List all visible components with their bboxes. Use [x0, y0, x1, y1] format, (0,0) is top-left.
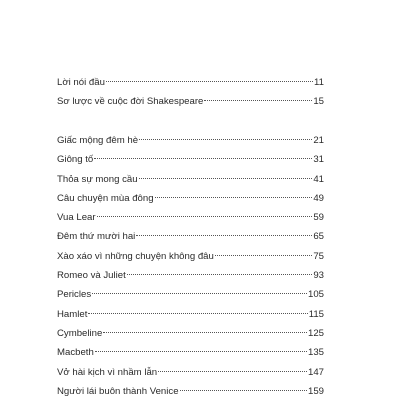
toc-entry[interactable]: [57, 247, 324, 266]
dot-leader: [106, 81, 313, 82]
toc-plays: [57, 131, 324, 400]
toc-entry[interactable]: [57, 324, 324, 343]
toc-entry-page: 75: [313, 250, 324, 262]
toc-entry-title: Sơ lược về cuộc đời Shakespeare: [57, 96, 204, 108]
toc-entry[interactable]: [57, 363, 324, 382]
dot-leader: [136, 235, 312, 236]
toc-entry[interactable]: [57, 170, 324, 189]
dot-leader: [180, 390, 307, 391]
toc-entry[interactable]: [57, 305, 324, 324]
toc-entry[interactable]: [57, 150, 324, 169]
toc-entry-page: 11: [314, 77, 324, 88]
toc-entry-title: Macbeth: [57, 347, 94, 359]
cropped-heading-fragment: [44, 0, 74, 4]
toc-entry-page: 15: [313, 96, 324, 108]
toc-entry-page: 105: [307, 289, 324, 301]
toc-entry-title: Lời nói đầu: [57, 77, 105, 88]
toc-entry[interactable]: [57, 382, 324, 400]
toc-entry[interactable]: [57, 73, 324, 92]
toc-entry-page: 21: [313, 135, 324, 146]
toc-entry-page: 41: [313, 173, 324, 185]
toc-entry-title: Vở hài kịch vì nhầm lẫn: [57, 366, 158, 378]
toc-entry[interactable]: [57, 189, 324, 208]
toc-entry[interactable]: [57, 266, 324, 285]
dot-leader: [103, 332, 307, 333]
dot-leader: [97, 216, 313, 217]
toc-entry[interactable]: [57, 131, 324, 150]
toc-entry-title: Cymbeline: [57, 327, 103, 339]
toc-entry-page: 49: [313, 192, 324, 204]
toc-entry-page: 135: [307, 347, 324, 359]
dot-leader: [139, 139, 312, 140]
toc-entry-title: Giấc mộng đêm hè: [57, 135, 139, 146]
dot-leader: [127, 274, 313, 275]
toc-entry-title: Pericles: [57, 289, 92, 301]
toc-entry[interactable]: [57, 208, 324, 227]
toc-entry[interactable]: [57, 343, 324, 362]
dot-leader: [155, 197, 313, 198]
toc-entry-page: 159: [307, 385, 324, 397]
toc-entry-title: Xào xáo vì những chuyện không đâu: [57, 250, 214, 262]
dot-leader: [204, 100, 312, 101]
dot-leader: [215, 255, 312, 256]
dot-leader: [88, 313, 307, 314]
toc-entry-page: 65: [313, 231, 324, 243]
toc-entry-page: 115: [308, 308, 324, 320]
dot-leader: [94, 158, 312, 159]
toc-entry[interactable]: [57, 92, 324, 111]
toc-entry-page: 59: [313, 212, 324, 224]
toc-entry[interactable]: [57, 227, 324, 246]
dot-leader: [158, 371, 307, 372]
dot-leader: [95, 351, 307, 352]
toc-entry[interactable]: [57, 285, 324, 304]
dot-leader: [139, 178, 313, 179]
dot-leader: [92, 293, 307, 294]
toc-entry-title: Đêm thứ mười hai: [57, 231, 136, 243]
toc-entry-title: Người lái buôn thành Venice: [57, 385, 179, 397]
toc-entry-page: 147: [307, 366, 324, 378]
toc-entry-title: Romeo và Juliet: [57, 270, 126, 282]
toc-entry-page: 31: [313, 154, 324, 166]
toc-entry-title: Giông tố: [57, 154, 94, 166]
toc-front-matter: [57, 73, 324, 112]
toc-entry-title: Thỏa sự mong cầu: [57, 173, 138, 185]
toc-entry-title: Hamlet: [57, 308, 88, 320]
toc-entry-title: Câu chuyện mùa đông: [57, 192, 154, 204]
toc-entry-title: Vua Lear: [57, 212, 96, 224]
toc-entry-page: 93: [313, 270, 324, 282]
toc-entry-page: 125: [307, 327, 324, 339]
